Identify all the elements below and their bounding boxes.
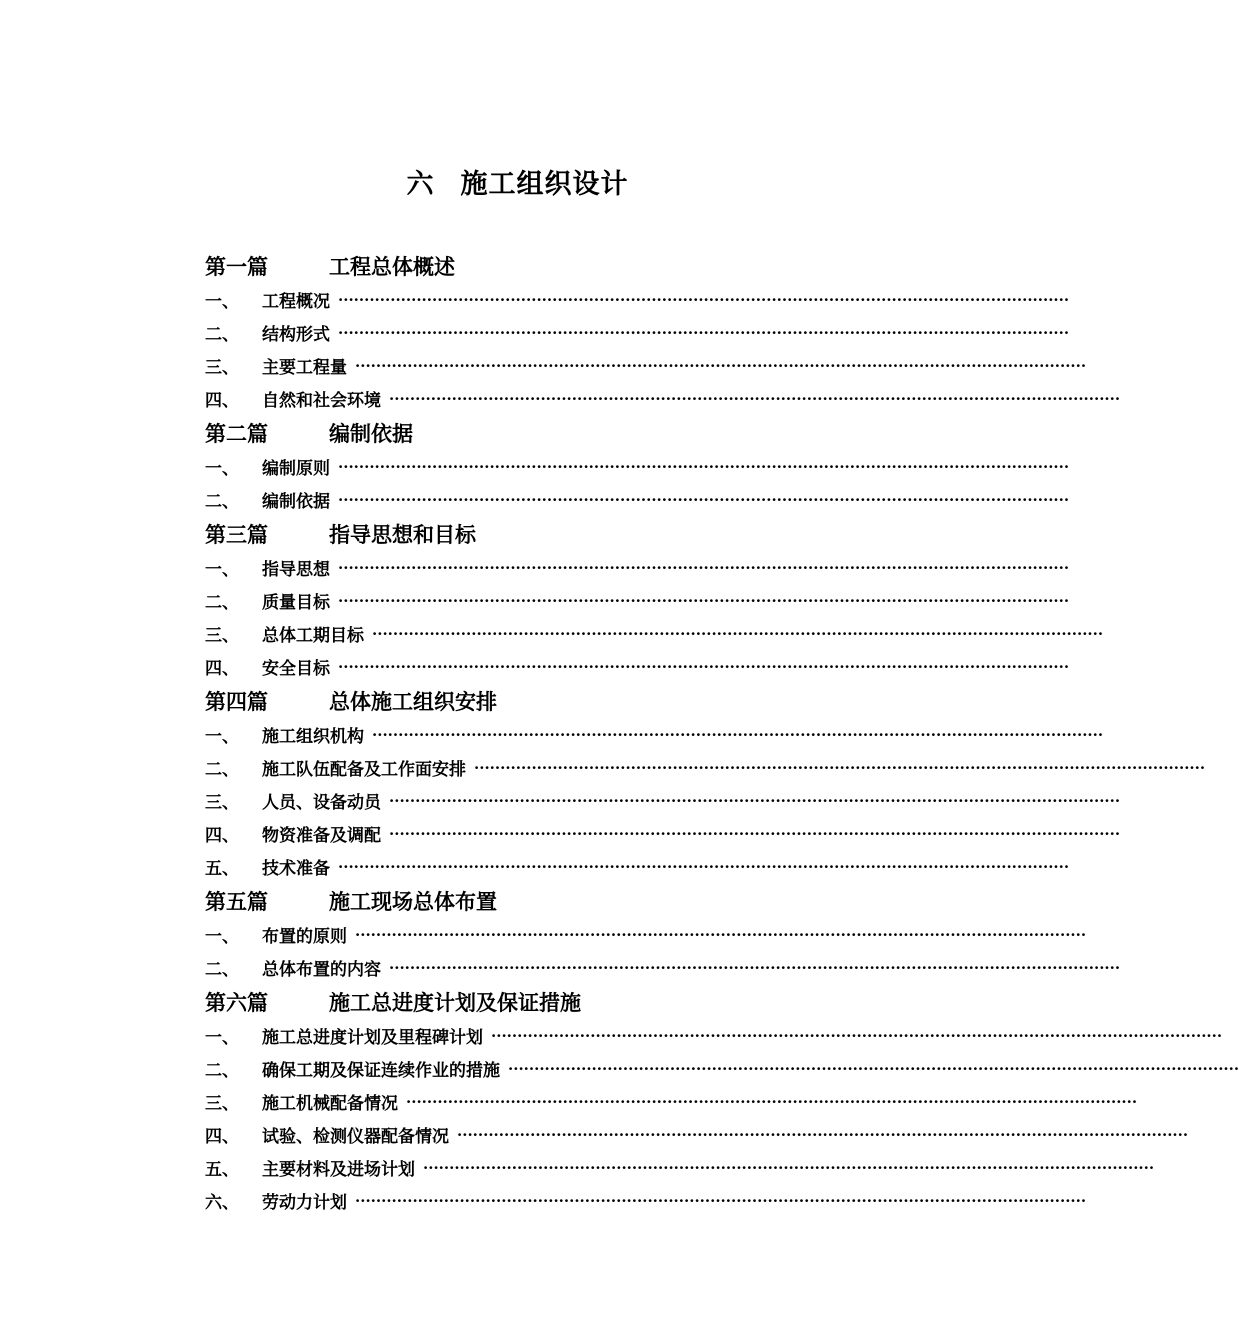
toc-entry[interactable] (205, 1052, 1239, 1085)
table-of-contents (205, 248, 1239, 1217)
section-heading[interactable] (205, 415, 845, 450)
entry-index: 一、 (205, 459, 239, 479)
dot-leader: ············································································································································ (423, 1158, 1155, 1177)
entry-label: 施工总进度计划及里程碑计划 (262, 1028, 483, 1048)
dot-leader: ············································································································································ (474, 758, 1206, 777)
toc-entry[interactable] (205, 450, 1070, 483)
entry-index: 四、 (205, 659, 239, 679)
entry-label: 安全目标 (262, 659, 330, 679)
dot-leader: ············································································································································ (355, 1191, 1087, 1210)
toc-entry[interactable] (205, 784, 1121, 817)
entry-label: 试验、检测仪器配备情况 (262, 1127, 449, 1147)
section-number: 第四篇 (205, 688, 268, 714)
dot-leader: ············································································································································ (406, 1092, 1138, 1111)
section-heading[interactable] (205, 516, 845, 551)
entry-label: 总体布置的内容 (262, 960, 381, 980)
dot-leader: ············································································································································ (355, 925, 1087, 944)
dot-leader: ············································································································································ (389, 791, 1121, 810)
dot-leader: ············································································································································ (389, 824, 1121, 843)
page-title (0, 162, 1035, 201)
entry-label: 技术准备 (262, 859, 330, 879)
entry-label: 主要材料及进场计划 (262, 1160, 415, 1180)
section-heading[interactable] (205, 248, 845, 283)
entry-index: 四、 (205, 1127, 239, 1147)
entry-index: 四、 (205, 826, 239, 846)
entry-label: 结构形式 (262, 325, 330, 345)
entry-label: 编制原则 (262, 459, 330, 479)
section-number: 第三篇 (205, 521, 268, 547)
section-number: 第二篇 (205, 420, 268, 446)
toc-entry[interactable] (205, 316, 1070, 349)
entry-index: 四、 (205, 391, 239, 411)
dot-leader: ············································································································································ (508, 1059, 1239, 1078)
entry-index: 一、 (205, 292, 239, 312)
title-text: 施工组织设计 (460, 169, 629, 200)
entry-index: 三、 (205, 626, 239, 646)
dot-leader: ············································································································································ (338, 558, 1070, 577)
section-heading[interactable] (205, 984, 845, 1019)
section-number: 第五篇 (205, 888, 268, 914)
entry-index: 六、 (205, 1193, 239, 1213)
dot-leader: ············································································································································ (457, 1125, 1189, 1144)
entry-label: 工程概况 (262, 292, 330, 312)
entry-index: 三、 (205, 1094, 239, 1114)
toc-entry[interactable] (205, 349, 1087, 382)
entry-label: 施工队伍配备及工作面安排 (262, 760, 466, 780)
entry-index: 二、 (205, 760, 239, 780)
toc-entry[interactable] (205, 483, 1070, 516)
entry-label: 自然和社会环境 (262, 391, 381, 411)
section-title: 指导思想和目标 (329, 521, 476, 547)
toc-entry[interactable] (205, 650, 1070, 683)
toc-entry[interactable] (205, 1151, 1155, 1184)
entry-label: 人员、设备动员 (262, 793, 381, 813)
entry-index: 二、 (205, 492, 239, 512)
entry-label: 物资准备及调配 (262, 826, 381, 846)
entry-label: 编制依据 (262, 492, 330, 512)
entry-label: 布置的原则 (262, 927, 347, 947)
entry-index: 五、 (205, 1160, 239, 1180)
entry-label: 劳动力计划 (262, 1193, 347, 1213)
entry-label: 指导思想 (262, 560, 330, 580)
entry-label: 施工机械配备情况 (262, 1094, 398, 1114)
entry-label: 确保工期及保证连续作业的措施 (262, 1061, 500, 1081)
toc-entry[interactable] (205, 850, 1070, 883)
section-title: 编制依据 (329, 420, 413, 446)
entry-index: 一、 (205, 927, 239, 947)
toc-entry[interactable] (205, 751, 1206, 784)
toc-entry[interactable] (205, 1085, 1138, 1118)
entry-label: 质量目标 (262, 593, 330, 613)
toc-entry[interactable] (205, 382, 1121, 415)
section-title: 总体施工组织安排 (329, 688, 497, 714)
entry-index: 一、 (205, 1028, 239, 1048)
entry-index: 五、 (205, 859, 239, 879)
entry-index: 一、 (205, 560, 239, 580)
toc-entry[interactable] (205, 718, 1104, 751)
dot-leader: ············································································································································ (389, 389, 1121, 408)
title-number: 六 (406, 169, 435, 200)
toc-entry[interactable] (205, 1118, 1189, 1151)
toc-entry[interactable] (205, 283, 1070, 316)
dot-leader: ············································································································································ (338, 857, 1070, 876)
dot-leader: ············································································································································ (355, 356, 1087, 375)
section-heading[interactable] (205, 683, 845, 718)
toc-entry[interactable] (205, 1184, 1087, 1217)
toc-entry[interactable] (205, 1019, 1223, 1052)
dot-leader: ············································································································································ (389, 958, 1121, 977)
section-number: 第一篇 (205, 253, 268, 279)
toc-entry[interactable] (205, 551, 1070, 584)
dot-leader: ············································································································································ (338, 591, 1070, 610)
entry-index: 二、 (205, 593, 239, 613)
entry-label: 施工组织机构 (262, 727, 364, 747)
toc-entry[interactable] (205, 584, 1070, 617)
section-title: 施工总进度计划及保证措施 (329, 989, 581, 1015)
dot-leader: ············································································································································ (372, 725, 1104, 744)
entry-index: 二、 (205, 1061, 239, 1081)
dot-leader: ············································································································································ (338, 290, 1070, 309)
section-title: 施工现场总体布置 (329, 888, 497, 914)
entry-index: 二、 (205, 325, 239, 345)
toc-entry[interactable] (205, 918, 1087, 951)
dot-leader: ············································································································································ (338, 657, 1070, 676)
section-title: 工程总体概述 (329, 253, 455, 279)
entry-label: 总体工期目标 (262, 626, 364, 646)
section-number: 第六篇 (205, 989, 268, 1015)
dot-leader: ············································································································································ (372, 624, 1104, 643)
toc-entry[interactable] (205, 817, 1121, 850)
entry-index: 一、 (205, 727, 239, 747)
dot-leader: ············································································································································ (491, 1026, 1223, 1045)
entry-index: 三、 (205, 793, 239, 813)
entry-index: 二、 (205, 960, 239, 980)
toc-entry[interactable] (205, 951, 1121, 984)
dot-leader: ············································································································································ (338, 457, 1070, 476)
entry-label: 主要工程量 (262, 358, 347, 378)
entry-index: 三、 (205, 358, 239, 378)
dot-leader: ············································································································································ (338, 490, 1070, 509)
dot-leader: ············································································································································ (338, 323, 1070, 342)
toc-entry[interactable] (205, 617, 1104, 650)
section-heading[interactable] (205, 883, 845, 918)
